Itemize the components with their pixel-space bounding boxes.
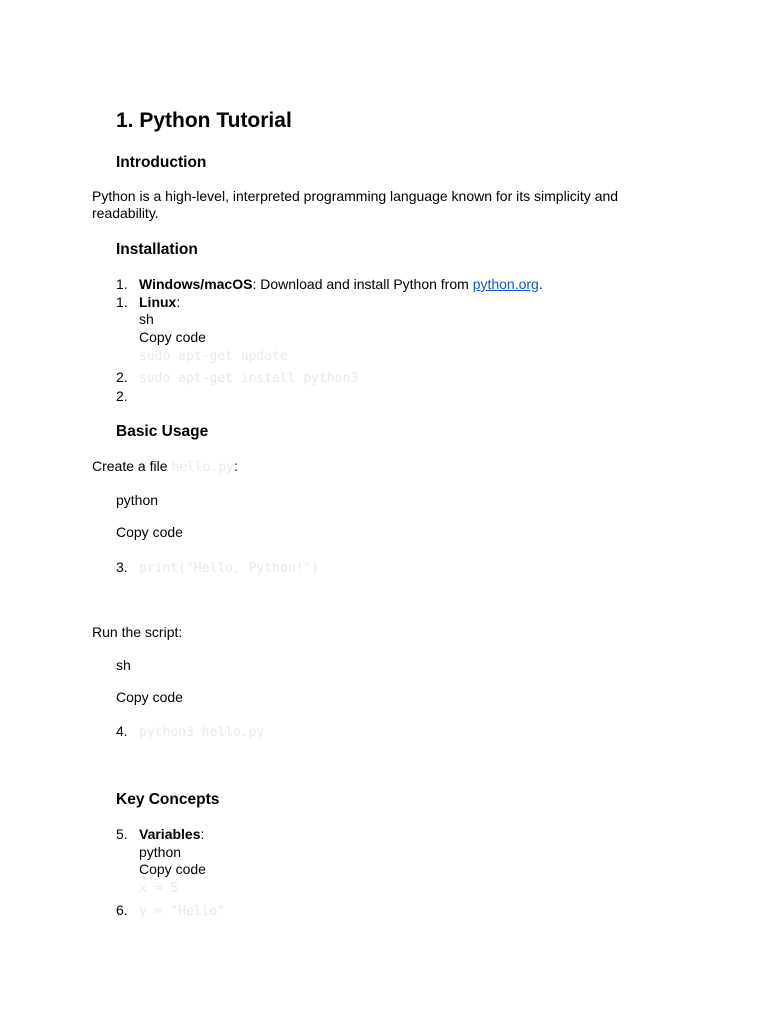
list-item-empty [116, 388, 139, 406]
list-item-bold: Variables [139, 826, 201, 842]
introduction-text: Python is a high-level, interpreted programming language known for its simplicity and [92, 188, 619, 204]
code-line: print("Hello, Python!") [139, 561, 320, 576]
copy-code-button[interactable]: Copy code [116, 689, 183, 705]
create-file-after: : [234, 458, 238, 474]
code-line: y = "Hello" [139, 904, 226, 919]
key-concepts-heading: Key Concepts [116, 791, 220, 808]
list-number: 3. [116, 559, 128, 575]
create-file-label: Create a file [92, 458, 172, 474]
list-number: 6. [116, 902, 128, 918]
code-language-label: python [139, 844, 182, 860]
basic-usage-heading: Basic Usage [116, 423, 209, 440]
list-number: 1. [116, 276, 128, 292]
list-number: 1. [116, 294, 128, 310]
introduction-text-continued: readability. [92, 205, 159, 221]
list-item-linux [116, 294, 180, 312]
code-line: sudo apt-get update [139, 349, 288, 364]
list-item-bold: Linux [139, 294, 177, 310]
list-item-code [116, 723, 264, 741]
copy-code-button[interactable]: Copy code [116, 524, 183, 540]
copy-code-button[interactable]: Copy code [139, 861, 206, 877]
code-language-label: sh [116, 657, 131, 673]
code-language-label: python [116, 492, 159, 508]
code-line: sudo apt-get install python3 [139, 371, 359, 386]
list-item-variables [116, 826, 204, 844]
list-item-bold: Windows/macOS [139, 276, 253, 292]
code-line: x = 5 [139, 881, 179, 896]
list-item-after: . [538, 276, 543, 292]
create-file-text [92, 458, 238, 476]
list-number: 4. [116, 723, 128, 739]
run-script-text: Run the script: [92, 624, 183, 640]
installation-heading: Installation [116, 241, 198, 258]
code-line: python3 hello.py [139, 725, 265, 740]
list-item-text: : Download and install Python from [252, 276, 473, 292]
list-item-code [116, 369, 358, 387]
inline-code-filename: hello.py [171, 460, 234, 475]
list-item-windows-macos [116, 276, 543, 294]
list-item-after: : [200, 826, 205, 842]
code-language-label: sh [139, 311, 154, 327]
python-org-link[interactable]: python.org [472, 276, 539, 292]
list-number: 2. [116, 369, 128, 385]
copy-code-button[interactable]: Copy code [139, 329, 206, 345]
list-item-after: : [176, 294, 181, 310]
list-number: 5. [116, 826, 128, 842]
introduction-heading: Introduction [116, 154, 207, 171]
list-number: 2. [116, 388, 128, 404]
list-item-code [116, 902, 225, 920]
page-title: 1. Python Tutorial [116, 109, 292, 132]
list-item-code [116, 559, 319, 577]
